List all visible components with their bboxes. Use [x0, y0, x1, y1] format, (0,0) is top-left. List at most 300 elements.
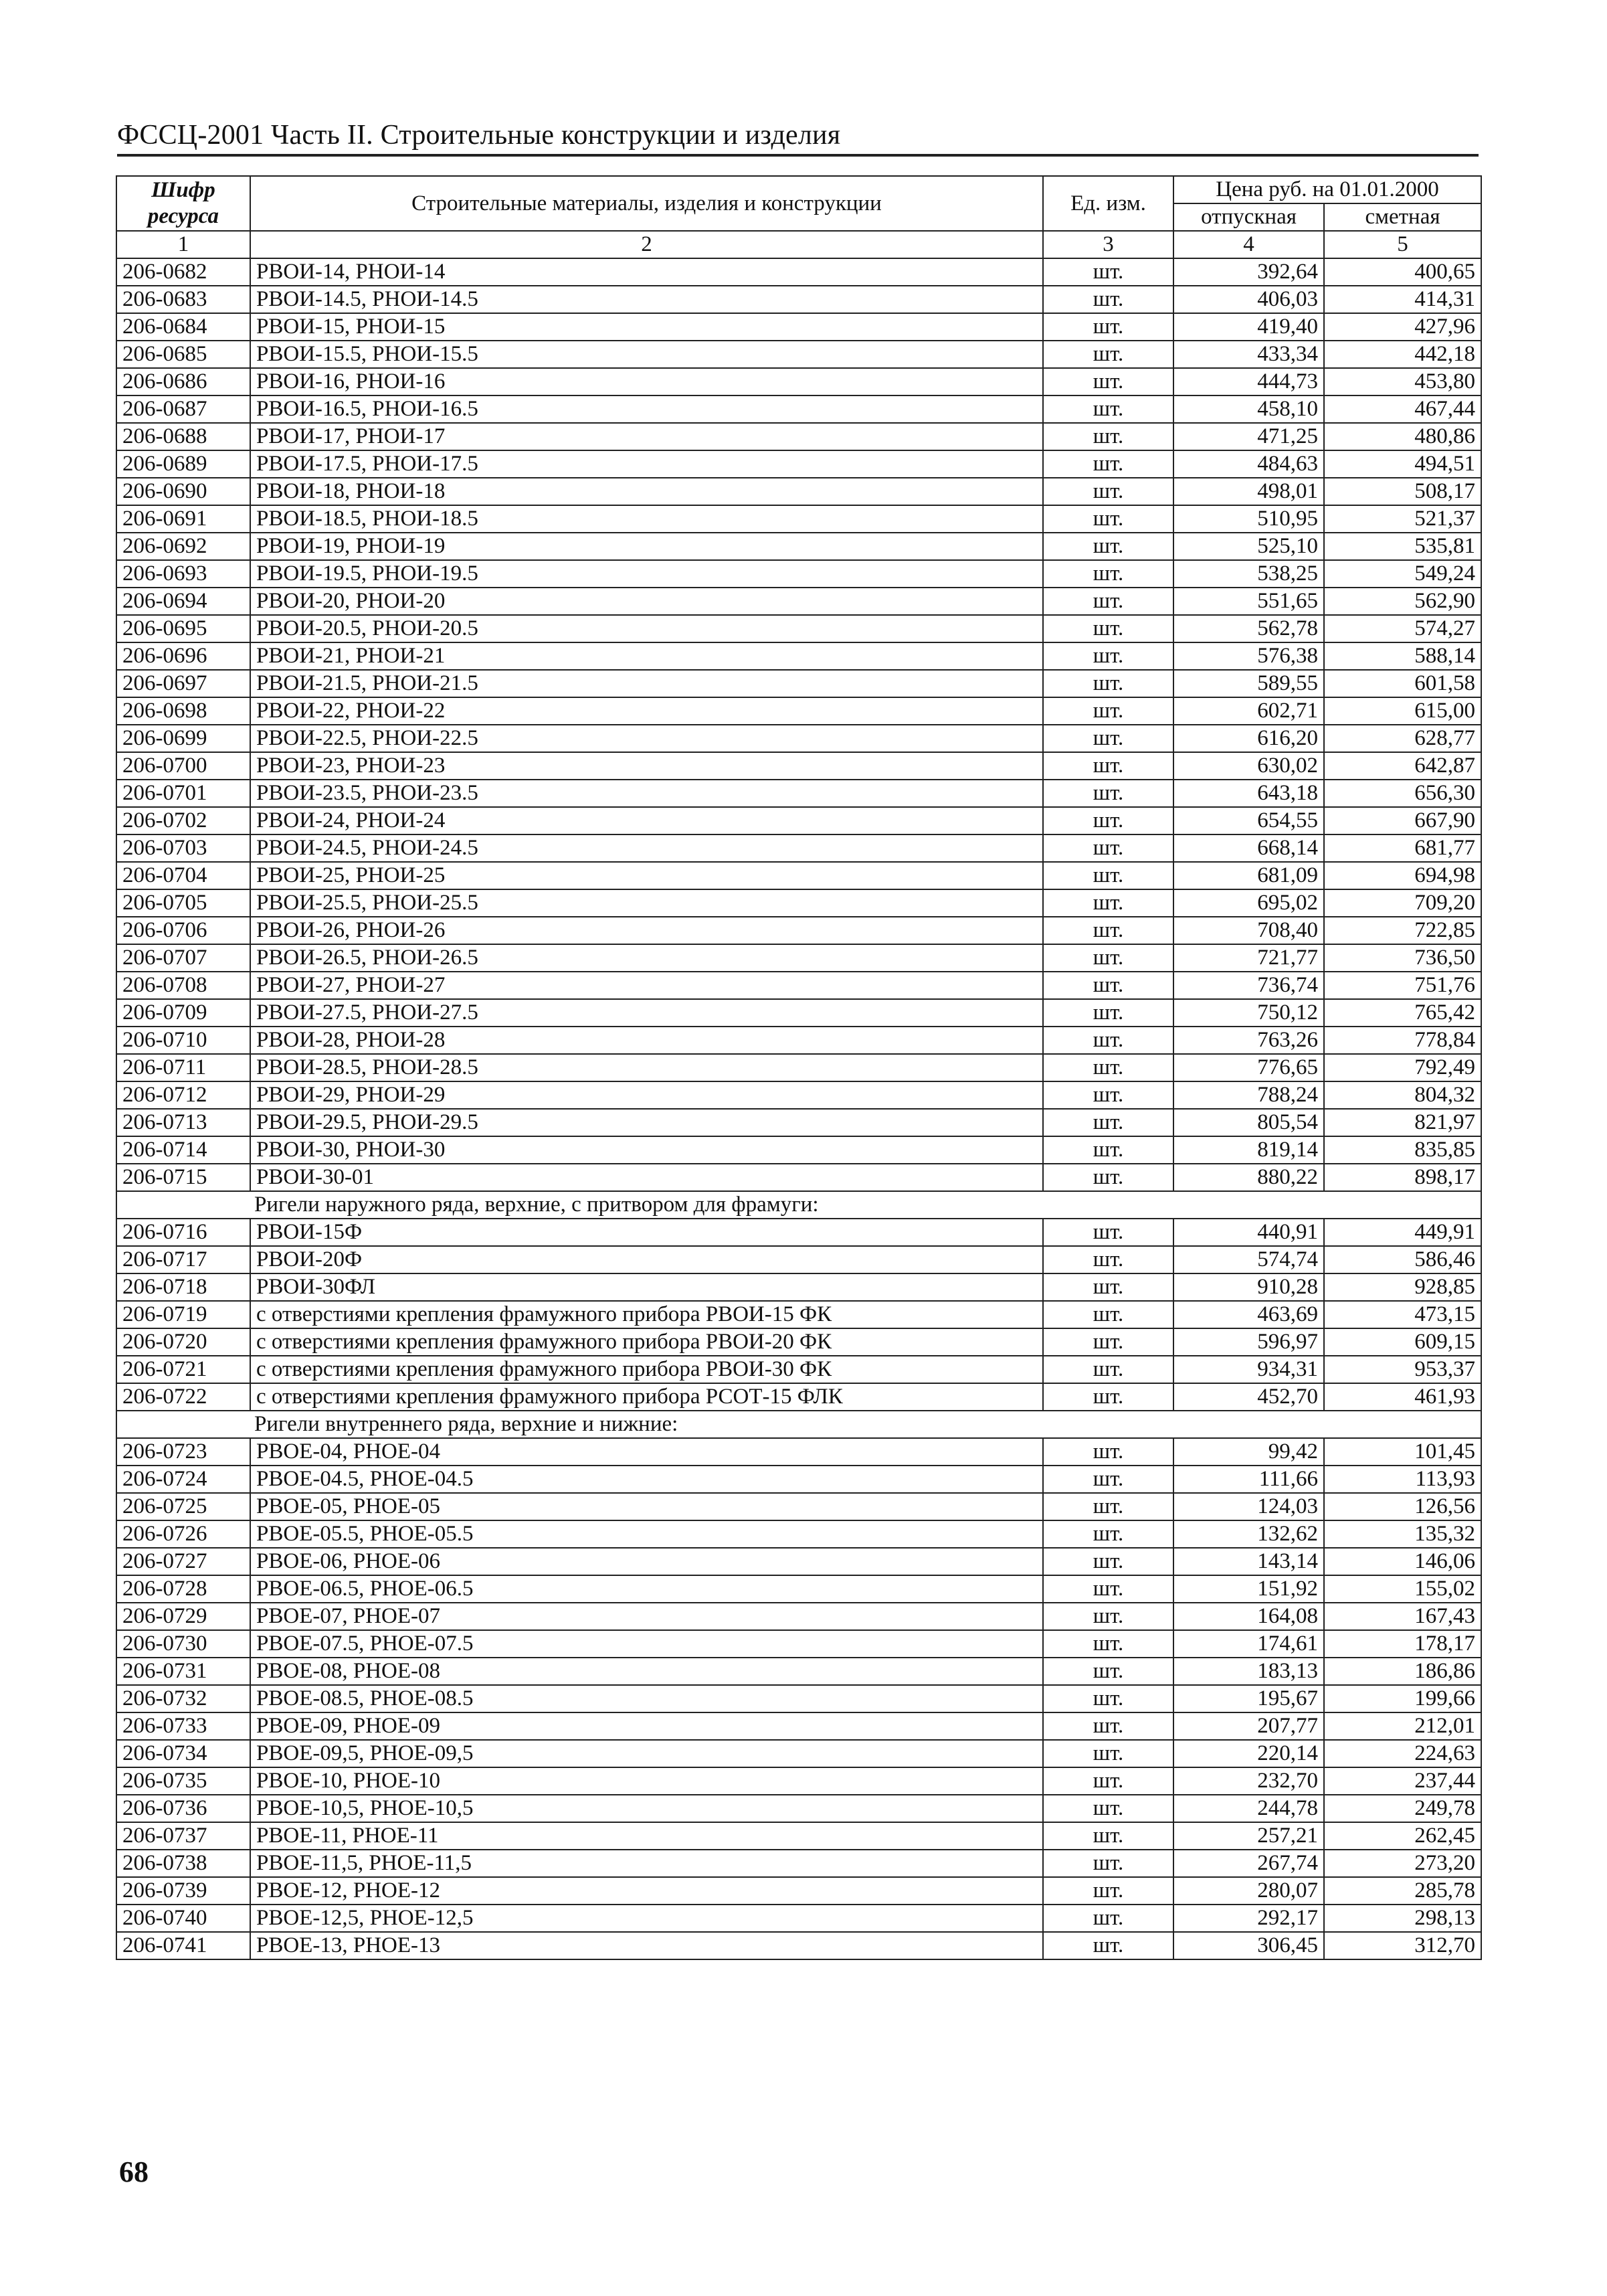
cell-estimate-price: 298,13 [1324, 1905, 1481, 1932]
cell-release-price: 681,09 [1173, 862, 1324, 889]
cell-code: 206-0734 [116, 1740, 250, 1767]
cell-release-price: 616,20 [1173, 725, 1324, 752]
cell-code: 206-0708 [116, 972, 250, 999]
cell-name: РВОЕ-12,5, РНОЕ-12,5 [250, 1905, 1043, 1932]
cell-estimate-price: 249,78 [1324, 1795, 1481, 1822]
col-number-2: 2 [250, 231, 1043, 258]
cell-release-price: 934,31 [1173, 1356, 1324, 1383]
cell-code: 206-0709 [116, 999, 250, 1027]
cell-name: РВОИ-17.5, РНОИ-17.5 [250, 450, 1043, 478]
cell-estimate-price: 709,20 [1324, 889, 1481, 917]
table-row [116, 1712, 1481, 1740]
cell-unit: шт. [1043, 1219, 1173, 1246]
cell-unit: шт. [1043, 834, 1173, 862]
cell-estimate-price: 722,85 [1324, 917, 1481, 944]
cell-code: 206-0740 [116, 1905, 250, 1932]
cell-code: 206-0700 [116, 752, 250, 780]
table-row [116, 505, 1481, 533]
cell-release-price: 151,92 [1173, 1575, 1324, 1603]
cell-name: РВОИ-23.5, РНОИ-23.5 [250, 780, 1043, 807]
table-row [116, 1438, 1481, 1466]
cell-estimate-price: 461,93 [1324, 1383, 1481, 1411]
cell-name: РВОИ-18, РНОИ-18 [250, 478, 1043, 505]
table-row [116, 780, 1481, 807]
table-row [116, 1603, 1481, 1630]
table-row [116, 1740, 1481, 1767]
table-row [116, 999, 1481, 1027]
cell-release-price: 257,21 [1173, 1822, 1324, 1850]
price-table [116, 175, 1482, 1960]
cell-release-price: 267,74 [1173, 1850, 1324, 1877]
cell-unit: шт. [1043, 1356, 1173, 1383]
cell-unit: шт. [1043, 1822, 1173, 1850]
section-title: Ригели наружного ряда, верхние, с притвором для фрамуги: [116, 1191, 1481, 1219]
cell-code: 206-0695 [116, 615, 250, 642]
cell-estimate-price: 681,77 [1324, 834, 1481, 862]
cell-code: 206-0739 [116, 1877, 250, 1905]
table-row [116, 1027, 1481, 1054]
cell-code: 206-0721 [116, 1356, 250, 1383]
cell-code: 206-0728 [116, 1575, 250, 1603]
col-number-1: 1 [116, 231, 250, 258]
cell-estimate-price: 453,80 [1324, 368, 1481, 395]
cell-release-price: 562,78 [1173, 615, 1324, 642]
cell-code: 206-0715 [116, 1164, 250, 1191]
cell-code: 206-0712 [116, 1081, 250, 1109]
table-row [116, 1081, 1481, 1109]
cell-release-price: 452,70 [1173, 1383, 1324, 1411]
cell-estimate-price: 400,65 [1324, 258, 1481, 286]
table-row [116, 1383, 1481, 1411]
cell-estimate-price: 113,93 [1324, 1466, 1481, 1493]
cell-estimate-price: 186,86 [1324, 1658, 1481, 1685]
cell-release-price: 444,73 [1173, 368, 1324, 395]
cell-estimate-price: 273,20 [1324, 1850, 1481, 1877]
cell-code: 206-0733 [116, 1712, 250, 1740]
cell-release-price: 589,55 [1173, 670, 1324, 697]
cell-unit: шт. [1043, 478, 1173, 505]
cell-code: 206-0697 [116, 670, 250, 697]
cell-unit: шт. [1043, 1658, 1173, 1685]
cell-estimate-price: 835,85 [1324, 1136, 1481, 1164]
table-row [116, 368, 1481, 395]
cell-name: РВОИ-25.5, РНОИ-25.5 [250, 889, 1043, 917]
col-number-5: 5 [1324, 231, 1481, 258]
cell-code: 206-0705 [116, 889, 250, 917]
cell-unit: шт. [1043, 1795, 1173, 1822]
cell-code: 206-0685 [116, 341, 250, 368]
cell-unit: шт. [1043, 862, 1173, 889]
cell-name: РВОИ-30, РНОИ-30 [250, 1136, 1043, 1164]
cell-code: 206-0714 [116, 1136, 250, 1164]
cell-name: РВОИ-18.5, РНОИ-18.5 [250, 505, 1043, 533]
cell-unit: шт. [1043, 1630, 1173, 1658]
cell-name: с отверстиями крепления фрамужного прибора РВОИ-20 ФК [250, 1328, 1043, 1356]
cell-estimate-price: 155,02 [1324, 1575, 1481, 1603]
cell-code: 206-0690 [116, 478, 250, 505]
cell-code: 206-0692 [116, 533, 250, 560]
cell-release-price: 143,14 [1173, 1548, 1324, 1575]
cell-unit: шт. [1043, 780, 1173, 807]
cell-code: 206-0727 [116, 1548, 250, 1575]
cell-name: РВОЕ-07.5, РНОЕ-07.5 [250, 1630, 1043, 1658]
cell-name: РВОЕ-10, РНОЕ-10 [250, 1767, 1043, 1795]
cell-unit: шт. [1043, 1136, 1173, 1164]
table-row [116, 1219, 1481, 1246]
cell-estimate-price: 442,18 [1324, 341, 1481, 368]
cell-release-price: 668,14 [1173, 834, 1324, 862]
table-row [116, 642, 1481, 670]
cell-estimate-price: 953,37 [1324, 1356, 1481, 1383]
cell-name: РВОИ-14, РНОИ-14 [250, 258, 1043, 286]
header-code: Шифр ресурса [116, 176, 250, 231]
cell-unit: шт. [1043, 1905, 1173, 1932]
cell-release-price: 174,61 [1173, 1630, 1324, 1658]
cell-name: РВОИ-16.5, РНОИ-16.5 [250, 395, 1043, 423]
table-row [116, 588, 1481, 615]
cell-unit: шт. [1043, 588, 1173, 615]
cell-release-price: 510,95 [1173, 505, 1324, 533]
cell-code: 206-0736 [116, 1795, 250, 1822]
cell-release-price: 232,70 [1173, 1767, 1324, 1795]
cell-name: РВОИ-19.5, РНОИ-19.5 [250, 560, 1043, 588]
cell-code: 206-0682 [116, 258, 250, 286]
cell-release-price: 419,40 [1173, 313, 1324, 341]
cell-unit: шт. [1043, 670, 1173, 697]
table-row [116, 697, 1481, 725]
cell-estimate-price: 601,58 [1324, 670, 1481, 697]
cell-name: РВОИ-17, РНОИ-17 [250, 423, 1043, 450]
table-row [116, 560, 1481, 588]
cell-unit: шт. [1043, 450, 1173, 478]
cell-release-price: 220,14 [1173, 1740, 1324, 1767]
col-number-4: 4 [1173, 231, 1324, 258]
cell-name: РВОИ-15.5, РНОИ-15.5 [250, 341, 1043, 368]
cell-unit: шт. [1043, 505, 1173, 533]
cell-release-price: 538,25 [1173, 560, 1324, 588]
table-row [116, 917, 1481, 944]
cell-estimate-price: 480,86 [1324, 423, 1481, 450]
cell-unit: шт. [1043, 1027, 1173, 1054]
table-row [116, 258, 1481, 286]
cell-name: РВОИ-29.5, РНОИ-29.5 [250, 1109, 1043, 1136]
cell-estimate-price: 473,15 [1324, 1301, 1481, 1328]
cell-unit: шт. [1043, 972, 1173, 999]
section-row [116, 1191, 1481, 1219]
table-row [116, 1301, 1481, 1328]
cell-estimate-price: 609,15 [1324, 1328, 1481, 1356]
cell-estimate-price: 656,30 [1324, 780, 1481, 807]
cell-code: 206-0686 [116, 368, 250, 395]
cell-name: РВОЕ-08, РНОЕ-08 [250, 1658, 1043, 1685]
cell-code: 206-0711 [116, 1054, 250, 1081]
cell-name: РВОИ-20Ф [250, 1246, 1043, 1273]
cell-estimate-price: 212,01 [1324, 1712, 1481, 1740]
cell-name: РВОИ-15, РНОИ-15 [250, 313, 1043, 341]
cell-release-price: 498,01 [1173, 478, 1324, 505]
header-price-group: Цена руб. на 01.01.2000 [1173, 176, 1481, 203]
cell-name: РВОИ-21, РНОИ-21 [250, 642, 1043, 670]
cell-estimate-price: 178,17 [1324, 1630, 1481, 1658]
cell-release-price: 484,63 [1173, 450, 1324, 478]
cell-unit: шт. [1043, 341, 1173, 368]
cell-estimate-price: 237,44 [1324, 1767, 1481, 1795]
cell-release-price: 111,66 [1173, 1466, 1324, 1493]
table-row [116, 944, 1481, 972]
cell-estimate-price: 167,43 [1324, 1603, 1481, 1630]
cell-name: РВОЕ-06.5, РНОЕ-06.5 [250, 1575, 1043, 1603]
cell-unit: шт. [1043, 1164, 1173, 1191]
cell-code: 206-0701 [116, 780, 250, 807]
cell-code: 206-0702 [116, 807, 250, 834]
col-number-3: 3 [1043, 231, 1173, 258]
cell-code: 206-0703 [116, 834, 250, 862]
table-row [116, 807, 1481, 834]
table-row [116, 1575, 1481, 1603]
table-row [116, 1164, 1481, 1191]
cell-name: РВОИ-25, РНОИ-25 [250, 862, 1043, 889]
cell-code: 206-0718 [116, 1273, 250, 1301]
cell-estimate-price: 765,42 [1324, 999, 1481, 1027]
cell-name: РВОИ-16, РНОИ-16 [250, 368, 1043, 395]
cell-release-price: 788,24 [1173, 1081, 1324, 1109]
cell-code: 206-0729 [116, 1603, 250, 1630]
table-row [116, 972, 1481, 999]
cell-estimate-price: 535,81 [1324, 533, 1481, 560]
cell-code: 206-0696 [116, 642, 250, 670]
cell-unit: шт. [1043, 313, 1173, 341]
cell-estimate-price: 586,46 [1324, 1246, 1481, 1273]
cell-estimate-price: 562,90 [1324, 588, 1481, 615]
cell-release-price: 910,28 [1173, 1273, 1324, 1301]
cell-name: РВОЕ-07, РНОЕ-07 [250, 1603, 1043, 1630]
table-row [116, 889, 1481, 917]
cell-release-price: 736,74 [1173, 972, 1324, 999]
cell-code: 206-0706 [116, 917, 250, 944]
cell-name: РВОИ-30ФЛ [250, 1273, 1043, 1301]
cell-code: 206-0724 [116, 1466, 250, 1493]
cell-unit: шт. [1043, 423, 1173, 450]
cell-name: РВОЕ-05, РНОЕ-05 [250, 1493, 1043, 1520]
cell-unit: шт. [1043, 1273, 1173, 1301]
cell-estimate-price: 449,91 [1324, 1219, 1481, 1246]
cell-name: РВОИ-26, РНОИ-26 [250, 917, 1043, 944]
cell-unit: шт. [1043, 944, 1173, 972]
cell-unit: шт. [1043, 697, 1173, 725]
cell-release-price: 602,71 [1173, 697, 1324, 725]
cell-estimate-price: 642,87 [1324, 752, 1481, 780]
cell-name: РВОИ-30-01 [250, 1164, 1043, 1191]
cell-release-price: 596,97 [1173, 1328, 1324, 1356]
cell-unit: шт. [1043, 1548, 1173, 1575]
cell-unit: шт. [1043, 1301, 1173, 1328]
table-row [116, 1054, 1481, 1081]
cell-unit: шт. [1043, 1493, 1173, 1520]
cell-code: 206-0684 [116, 313, 250, 341]
cell-estimate-price: 312,70 [1324, 1932, 1481, 1959]
cell-release-price: 763,26 [1173, 1027, 1324, 1054]
cell-unit: шт. [1043, 807, 1173, 834]
cell-estimate-price: 694,98 [1324, 862, 1481, 889]
cell-release-price: 440,91 [1173, 1219, 1324, 1246]
cell-unit: шт. [1043, 752, 1173, 780]
cell-name: РВОЕ-13, РНОЕ-13 [250, 1932, 1043, 1959]
cell-code: 206-0726 [116, 1520, 250, 1548]
cell-estimate-price: 199,66 [1324, 1685, 1481, 1712]
cell-unit: шт. [1043, 1603, 1173, 1630]
cell-release-price: 99,42 [1173, 1438, 1324, 1466]
section-row [116, 1411, 1481, 1438]
cell-unit: шт. [1043, 1575, 1173, 1603]
cell-name: РВОИ-22.5, РНОИ-22.5 [250, 725, 1043, 752]
page-title: ФССЦ-2001 Часть II. Строительные конструкции и изделия [117, 120, 841, 151]
cell-name: РВОЕ-08.5, РНОЕ-08.5 [250, 1685, 1043, 1712]
cell-name: РВОЕ-10,5, РНОЕ-10,5 [250, 1795, 1043, 1822]
cell-unit: шт. [1043, 560, 1173, 588]
cell-code: 206-0691 [116, 505, 250, 533]
cell-code: 206-0688 [116, 423, 250, 450]
cell-code: 206-0689 [116, 450, 250, 478]
header-release: отпускная [1173, 203, 1324, 231]
cell-estimate-price: 414,31 [1324, 286, 1481, 313]
table-row [116, 1905, 1481, 1932]
cell-code: 206-0732 [116, 1685, 250, 1712]
table-row [116, 752, 1481, 780]
cell-estimate-price: 821,97 [1324, 1109, 1481, 1136]
cell-estimate-price: 778,84 [1324, 1027, 1481, 1054]
cell-release-price: 244,78 [1173, 1795, 1324, 1822]
table-row [116, 1493, 1481, 1520]
cell-estimate-price: 804,32 [1324, 1081, 1481, 1109]
cell-estimate-price: 521,37 [1324, 505, 1481, 533]
cell-unit: шт. [1043, 1438, 1173, 1466]
cell-release-price: 292,17 [1173, 1905, 1324, 1932]
header-name: Строительные материалы, изделия и конструкции [250, 176, 1043, 231]
section-title: Ригели внутреннего ряда, верхние и нижние: [116, 1411, 1481, 1438]
cell-release-price: 551,65 [1173, 588, 1324, 615]
cell-unit: шт. [1043, 1054, 1173, 1081]
cell-unit: шт. [1043, 917, 1173, 944]
cell-name: с отверстиями крепления фрамужного прибора РСОТ-15 ФЛК [250, 1383, 1043, 1411]
cell-release-price: 458,10 [1173, 395, 1324, 423]
cell-code: 206-0719 [116, 1301, 250, 1328]
cell-estimate-price: 588,14 [1324, 642, 1481, 670]
cell-release-price: 207,77 [1173, 1712, 1324, 1740]
cell-estimate-price: 928,85 [1324, 1273, 1481, 1301]
cell-release-price: 880,22 [1173, 1164, 1324, 1191]
cell-unit: шт. [1043, 615, 1173, 642]
cell-name: РВОИ-22, РНОИ-22 [250, 697, 1043, 725]
page-header [117, 119, 1479, 157]
cell-estimate-price: 494,51 [1324, 450, 1481, 478]
cell-release-price: 433,34 [1173, 341, 1324, 368]
cell-name: РВОИ-24.5, РНОИ-24.5 [250, 834, 1043, 862]
cell-code: 206-0738 [116, 1850, 250, 1877]
table-row [116, 478, 1481, 505]
table-row [116, 1356, 1481, 1383]
cell-unit: шт. [1043, 1740, 1173, 1767]
cell-unit: шт. [1043, 1081, 1173, 1109]
cell-estimate-price: 667,90 [1324, 807, 1481, 834]
cell-release-price: 471,25 [1173, 423, 1324, 450]
cell-name: РВОИ-28.5, РНОИ-28.5 [250, 1054, 1043, 1081]
cell-unit: шт. [1043, 1383, 1173, 1411]
cell-release-price: 708,40 [1173, 917, 1324, 944]
cell-estimate-price: 898,17 [1324, 1164, 1481, 1191]
cell-name: РВОИ-29, РНОИ-29 [250, 1081, 1043, 1109]
cell-estimate-price: 574,27 [1324, 615, 1481, 642]
cell-estimate-price: 101,45 [1324, 1438, 1481, 1466]
cell-release-price: 164,08 [1173, 1603, 1324, 1630]
cell-code: 206-0741 [116, 1932, 250, 1959]
cell-release-price: 132,62 [1173, 1520, 1324, 1548]
cell-release-price: 695,02 [1173, 889, 1324, 917]
cell-name: РВОИ-27.5, РНОИ-27.5 [250, 999, 1043, 1027]
cell-release-price: 195,67 [1173, 1685, 1324, 1712]
cell-estimate-price: 135,32 [1324, 1520, 1481, 1548]
table-row [116, 1246, 1481, 1273]
table-row [116, 862, 1481, 889]
cell-code: 206-0694 [116, 588, 250, 615]
cell-unit: шт. [1043, 1877, 1173, 1905]
cell-release-price: 463,69 [1173, 1301, 1324, 1328]
cell-estimate-price: 549,24 [1324, 560, 1481, 588]
cell-code: 206-0717 [116, 1246, 250, 1273]
cell-unit: шт. [1043, 533, 1173, 560]
cell-code: 206-0722 [116, 1383, 250, 1411]
cell-unit: шт. [1043, 725, 1173, 752]
cell-name: РВОЕ-09, РНОЕ-09 [250, 1712, 1043, 1740]
cell-estimate-price: 262,45 [1324, 1822, 1481, 1850]
cell-estimate-price: 427,96 [1324, 313, 1481, 341]
cell-name: РВОИ-27, РНОИ-27 [250, 972, 1043, 999]
cell-estimate-price: 751,76 [1324, 972, 1481, 999]
cell-name: РВОЕ-06, РНОЕ-06 [250, 1548, 1043, 1575]
cell-release-price: 406,03 [1173, 286, 1324, 313]
page-number: 68 [119, 2155, 149, 2188]
cell-release-price: 576,38 [1173, 642, 1324, 670]
cell-release-price: 721,77 [1173, 944, 1324, 972]
cell-name: РВОИ-24, РНОИ-24 [250, 807, 1043, 834]
table-row [116, 395, 1481, 423]
cell-release-price: 124,03 [1173, 1493, 1324, 1520]
cell-code: 206-0704 [116, 862, 250, 889]
table-body [116, 258, 1481, 1959]
cell-estimate-price: 126,56 [1324, 1493, 1481, 1520]
cell-name: РВОЕ-09,5, РНОЕ-09,5 [250, 1740, 1043, 1767]
table-row [116, 834, 1481, 862]
cell-unit: шт. [1043, 1246, 1173, 1273]
cell-code: 206-0731 [116, 1658, 250, 1685]
table-row [116, 1877, 1481, 1905]
table-row [116, 533, 1481, 560]
cell-estimate-price: 792,49 [1324, 1054, 1481, 1081]
table-row [116, 1273, 1481, 1301]
cell-name: РВОИ-19, РНОИ-19 [250, 533, 1043, 560]
table-row [116, 1109, 1481, 1136]
cell-release-price: 574,74 [1173, 1246, 1324, 1273]
table-row [116, 341, 1481, 368]
cell-name: с отверстиями крепления фрамужного прибора РВОИ-30 ФК [250, 1356, 1043, 1383]
cell-name: РВОЕ-12, РНОЕ-12 [250, 1877, 1043, 1905]
cell-unit: шт. [1043, 395, 1173, 423]
table-row [116, 423, 1481, 450]
cell-unit: шт. [1043, 368, 1173, 395]
cell-code: 206-0723 [116, 1438, 250, 1466]
cell-estimate-price: 285,78 [1324, 1877, 1481, 1905]
table-row [116, 313, 1481, 341]
table-row [116, 1850, 1481, 1877]
